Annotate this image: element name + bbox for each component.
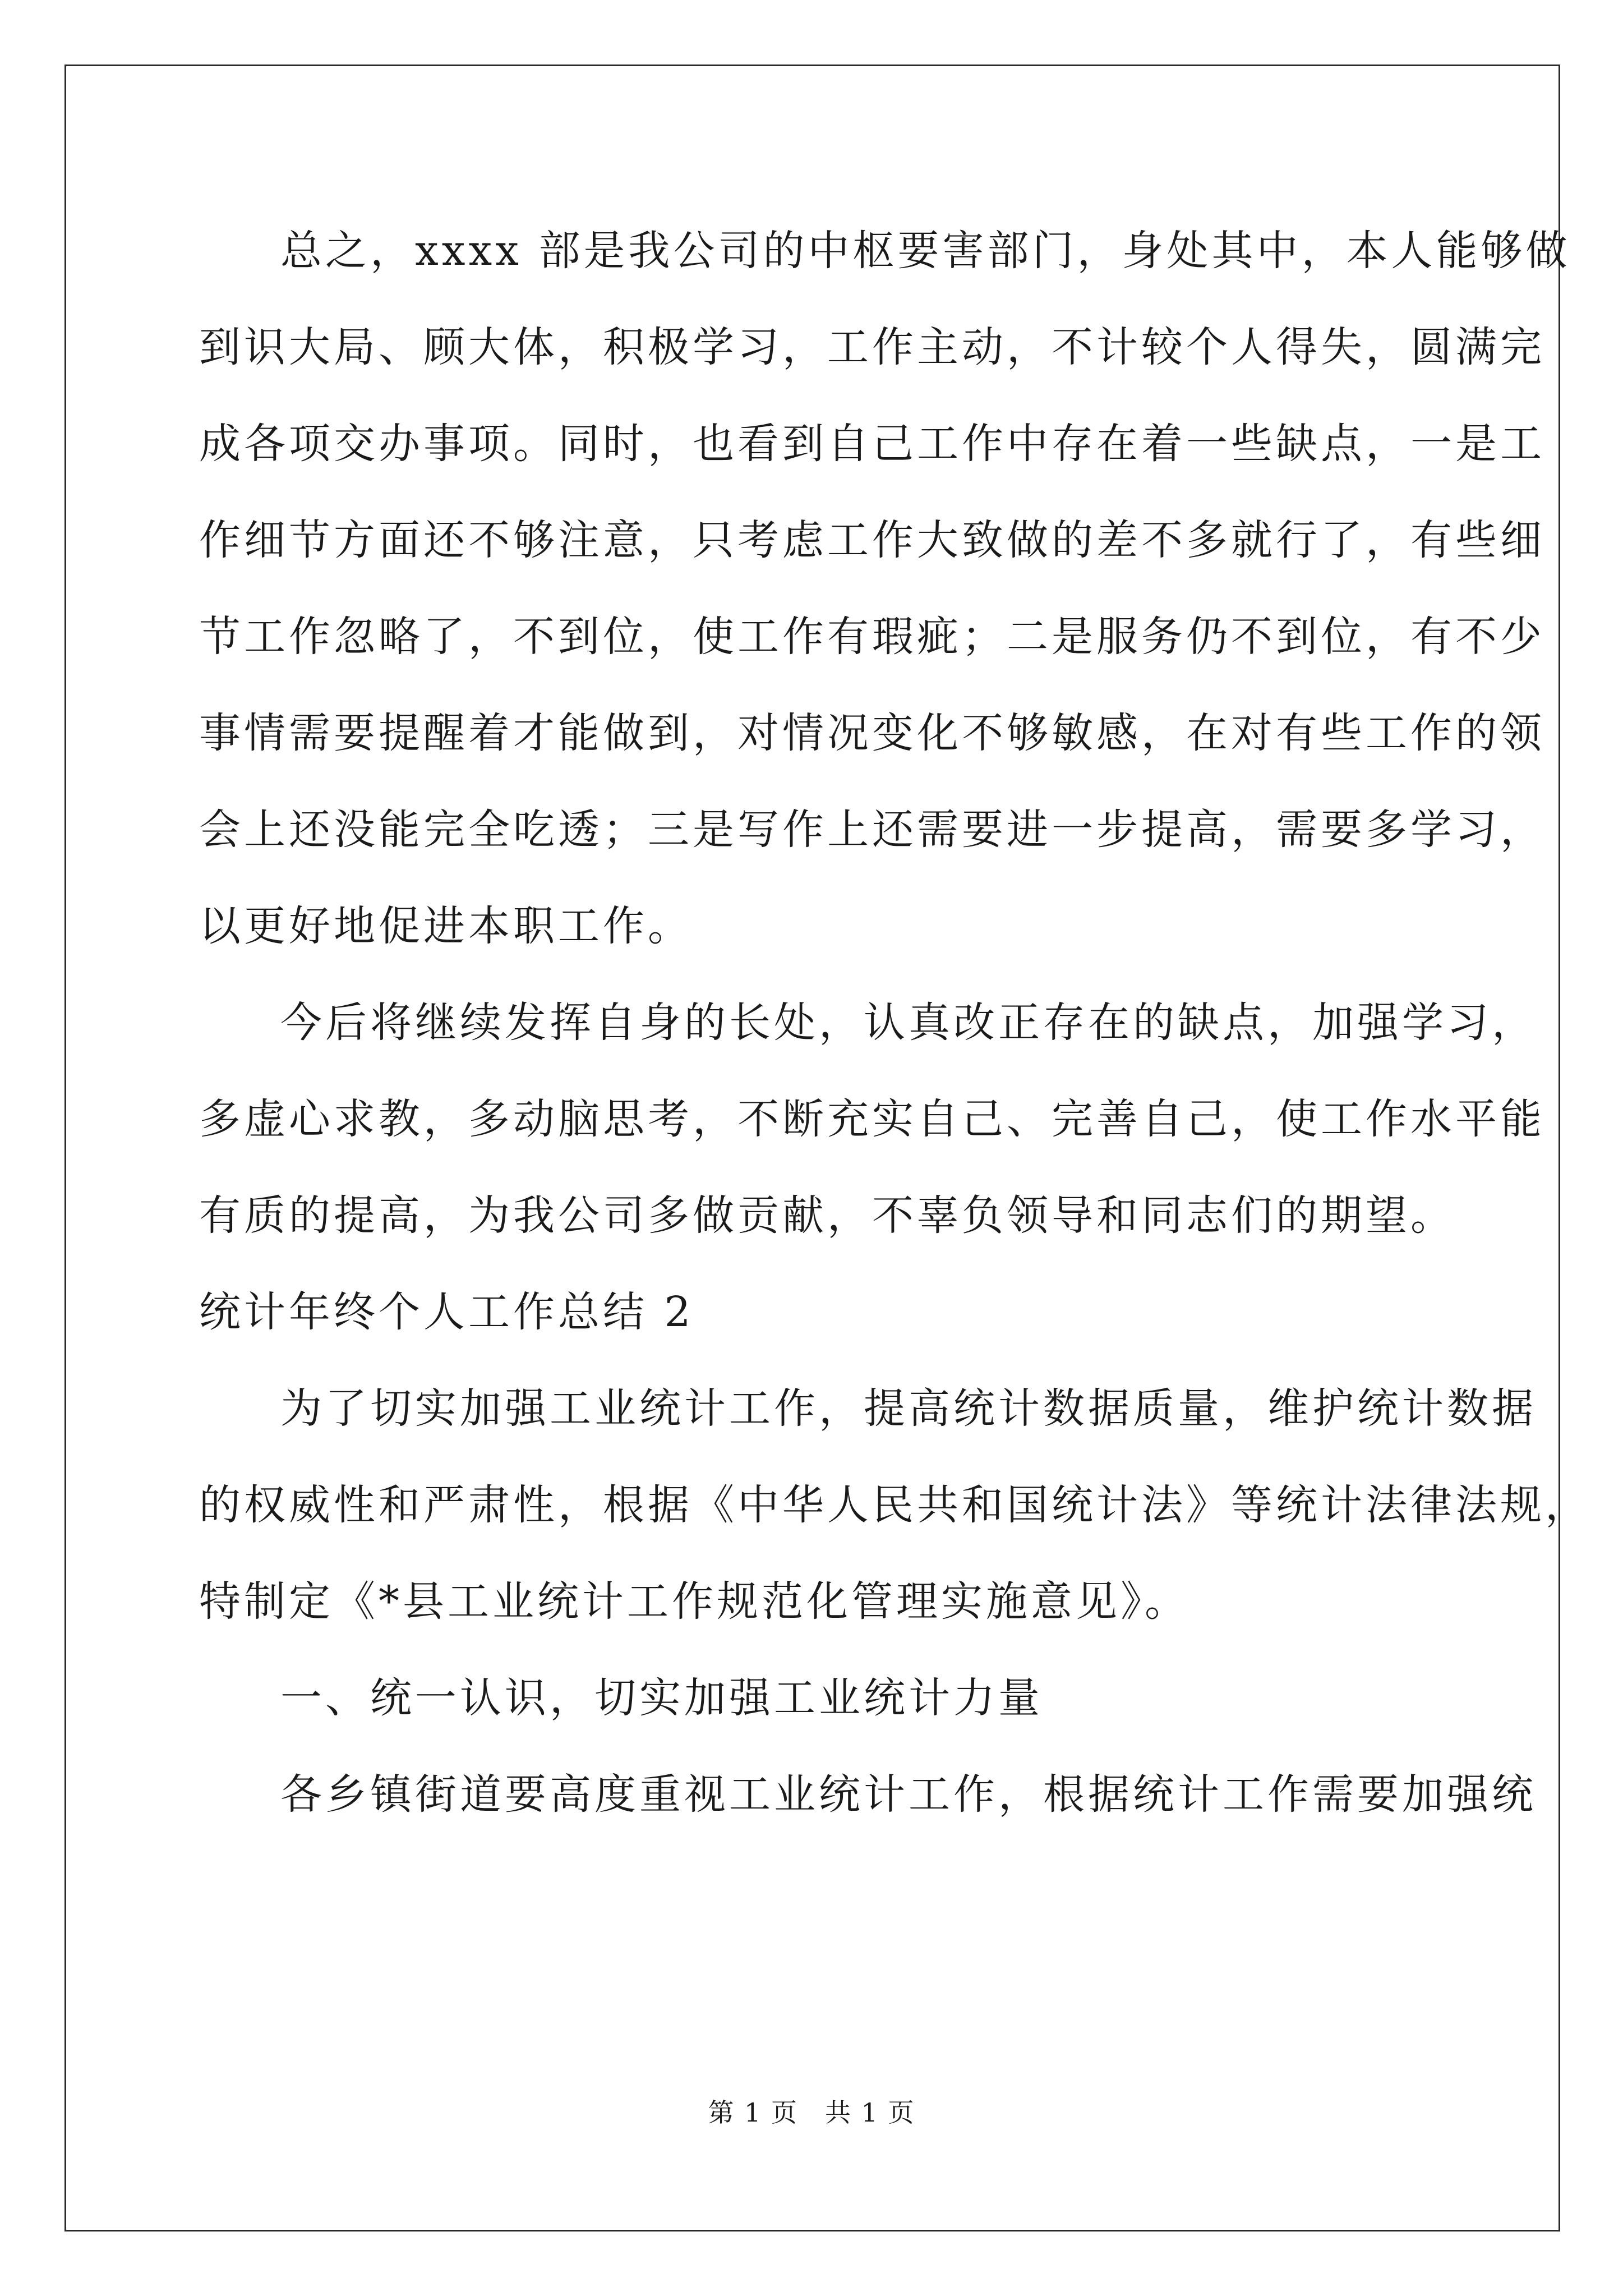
- paragraph-2-line-2: 多虚心求教，多动脑思考，不断充实自己、完善自己，使工作水平能: [199, 1095, 1545, 1143]
- paragraph-3-line-1: 为了切实加强工业统计工作，提高统计数据质量，维护统计数据: [280, 1384, 1537, 1433]
- paragraph-4-line-1: 各乡镇街道要高度重视工业统计工作，根据统计工作需要加强统: [280, 1770, 1537, 1819]
- section-heading: 统计年终个人工作总结 2: [199, 1288, 694, 1336]
- paragraph-2-line-3: 有质的提高，为我公司多做贡献，不辜负领导和同志们的期望。: [199, 1191, 1455, 1240]
- paragraph-1-line-2: 到识大局、顾大体，积极学习，工作主动，不计较个人得失，圆满完: [199, 323, 1545, 371]
- paragraph-1-line-5: 节工作忽略了，不到位，使工作有瑕疵；二是服务仍不到位，有不少: [199, 613, 1545, 661]
- paragraph-2-line-1: 今后将继续发挥自身的长处，认真改正存在的缺点，加强学习，: [280, 999, 1537, 1047]
- page-footer: 第 1 页 共 1 页: [708, 2097, 915, 2128]
- paragraph-3-line-2: 的权威性和严肃性，根据《中华人民共和国统计法》等统计法律法规，: [199, 1481, 1590, 1529]
- paragraph-1-line-6: 事情需要提醒着才能做到，对情况变化不够敏感，在对有些工作的领: [199, 709, 1545, 757]
- paragraph-1-line-1: 总之，xxxx 部是我公司的中枢要害部门，身处其中，本人能够做: [280, 227, 1571, 275]
- paragraph-1-line-3: 成各项交办事项。同时，也看到自己工作中存在着一些缺点，一是工: [199, 420, 1545, 468]
- paragraph-3-line-3: 特制定《*县工业统计工作规范化管理实施意见》。: [199, 1577, 1189, 1626]
- paragraph-1-line-4: 作细节方面还不够注意，只考虑工作大致做的差不多就行了，有些细: [199, 516, 1545, 564]
- subheading-1: 一、统一认识，切实加强工业统计力量: [280, 1674, 1043, 1722]
- paragraph-1-line-8: 以更好地促进本职工作。: [199, 902, 693, 950]
- page-border: [64, 65, 1560, 2231]
- paragraph-1-line-7: 会上还没能完全吃透；三是写作上还需要进一步提高，需要多学习，: [199, 806, 1545, 854]
